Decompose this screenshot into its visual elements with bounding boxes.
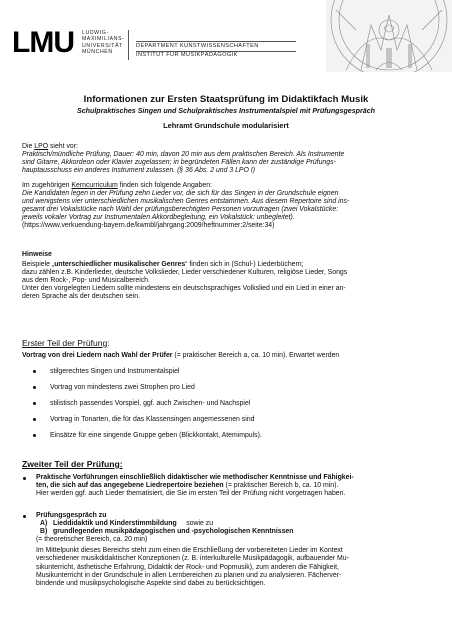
part1-intro-line xyxy=(22,352,434,360)
hinweise-line: dazu zählen z.B. Kinderlieder, deutsche Volkslieder, Lieder verschiedener Kulturen, religiöse Lieder, Songs xyxy=(22,269,348,277)
kerncurriculum-link[interactable]: Kerncurriculum xyxy=(71,182,118,189)
university-line: UNIVERSITÄT xyxy=(82,42,123,49)
bullet-dot xyxy=(33,418,36,421)
hinweise-line: Unter den vorgelegten Liedern sollte mindestens ein deutschsprachiges Volkslied und ein Lied in einer an- xyxy=(22,285,346,293)
hinweise-heading: Hinweise xyxy=(22,251,52,258)
part2-item-exam-talk xyxy=(22,512,434,588)
part2-para-line: bindende und musikpsychologische Aspekte sind dabei zu berücksichtigen. xyxy=(36,579,266,587)
bullet-dot xyxy=(33,370,36,373)
bullet-text: Vortrag von mindestens zwei Strophen pro Lied xyxy=(50,384,195,391)
bullet-text: Vortrag in Tonarten, die für das Klassensingen angemessenen sind xyxy=(50,416,255,423)
part2-rest: (= praktischer Bereich b, ca. 10 min). xyxy=(223,482,339,490)
part2-bold: ten, die sich auf das angegebene Liedrepertoire beziehen xyxy=(36,482,224,490)
part2-line: Praktische Vorführungen einschließlich didaktischer wie methodischer Kenntnisse und Fähigkei- xyxy=(36,474,354,481)
hinweise-section xyxy=(22,251,434,302)
kc-text-line: Die Kandidaten legen in der Prüfung zehn Lieder vor, die sich für das Singen in der Grundschule eignen xyxy=(22,190,339,198)
lpo-post: sieht vor: xyxy=(48,143,78,150)
kc-post: finden sich folgende Angaben: xyxy=(117,182,213,189)
part2-line: Hier werden ggf. auch Lieder thematisiert, die Sie im ersten Teil der Prüfung nicht vorgetragen haben. xyxy=(36,490,346,498)
university-line: MAXIMILIANS- xyxy=(82,36,125,43)
lpo-text-line: hauptausschuss ein anderes Instrument zulassen. (§ 36 Abs. 2 und 3 LPO I) xyxy=(22,167,256,175)
part2-para-line: Musikunterricht in der Grundschule in allen Lernbereichen zu planen und zu analysieren. Fächerver- xyxy=(36,571,342,579)
lpo-section xyxy=(22,143,434,175)
topic-a-text: Lieddidaktik und Kinderstimmbildung xyxy=(53,520,177,528)
part1-intro-rest: (= praktischer Bereich a, ca. 10 min). Erwartet werden xyxy=(172,352,340,359)
kc-url: (https://www.verkuendung-bayern.de/kwmbl/jahrgang:2009/heftnummer:2/seite:34) xyxy=(22,222,275,230)
part2-item-practical xyxy=(22,474,434,498)
bullet-text: stilgerechtes Singen und Instrumentalspiel xyxy=(50,368,180,375)
lmu-logo: LMU xyxy=(12,26,74,59)
dept-rule-top xyxy=(136,41,296,42)
lpo-pre: Die xyxy=(22,143,35,150)
department-line: DEPARTMENT KUNSTWISSENSCHAFTEN xyxy=(136,42,259,49)
lpo-link[interactable]: LPO xyxy=(34,143,49,150)
hw-bold: unterschiedlicher musikalischer Genres xyxy=(54,261,186,269)
hw-post: “ finden sich in (Schul-) Liederbüchern; xyxy=(185,261,304,269)
university-name xyxy=(82,30,124,55)
document-subtitle: Schulpraktisches Singen und Schulpraktisches Instrumentalspiel mit Prüfungsgespräch xyxy=(76,107,375,115)
exam-talk-heading: Prüfungsgespräch zu xyxy=(36,512,107,519)
bullet-dot xyxy=(33,386,36,389)
bullet-dot xyxy=(33,402,36,405)
part2-item-body xyxy=(36,474,434,498)
part2-para-line: verschiedener musikdidaktischer Konzeptionen (z. B. interkulturelle Musikpädagogik, aufbauender Mu- xyxy=(36,555,349,563)
part2-heading: Zweiter Teil der Prüfung: xyxy=(22,459,123,469)
topic-b-note: (= theoretischer Bereich, ca. 20 min) xyxy=(36,536,148,544)
kc-text-line: und wenigstens vier unterschiedlichen musikalischen Genres entstammen. Aus diesem Repertoire sind ins- xyxy=(22,198,350,206)
university-seal-image xyxy=(326,0,452,72)
bullet-text: Einsätze für eine singende Gruppe geben (Blickkontakt, Atemimpuls). xyxy=(50,432,262,439)
lpo-text-line: sind Gitarre, Akkordeon oder Klavier zugelassen; in begründeten Fällen kann der zuständige Prüfungs- xyxy=(22,159,336,167)
topic-a-label: A) xyxy=(40,520,48,528)
course-title: Lehramt Grundschule modularisiert xyxy=(163,121,289,130)
hinweise-line xyxy=(22,261,434,269)
hinweise-line: deren Sprache als der deutschen sein. xyxy=(22,293,140,301)
part1-intro-bold: Vortrag von drei Liedern nach Wahl der Prüfer xyxy=(22,352,173,359)
kerncurriculum-section xyxy=(22,182,434,231)
lpo-intro xyxy=(22,143,434,151)
part1-intro xyxy=(22,352,434,360)
bullet-dot xyxy=(23,477,26,480)
bullet-text: stilistisch passendes Vorspiel, ggf. auch Zwischen- und Nachspiel xyxy=(50,400,251,407)
header-divider xyxy=(128,30,129,60)
part2-line xyxy=(36,482,434,490)
topic-b-label: B) xyxy=(40,528,48,536)
topic-a xyxy=(36,520,434,528)
kc-text-line: jeweils vokaler Vortrag zur Instrumentalen Akkordbegleitung, ein Vokalstück: unbegleitet). xyxy=(22,214,295,222)
kc-pre: Im zugehörigen xyxy=(22,182,72,189)
hw-pre: Beispiele „ xyxy=(22,261,55,269)
part2-item-body xyxy=(36,512,434,588)
part2-para-line: Im Mittelpunkt dieses Bereichs steht zum einen die Erschließung der vorbereiteten Lieder im Kontext xyxy=(36,547,343,555)
university-line: LUDWIG- xyxy=(82,30,109,36)
department-name xyxy=(136,40,296,59)
kc-text-line: gesamt drei Vokalstücke nach Wahl der prüfungsberechtigten Personen vorzutragen (zwei Vokalstücke: xyxy=(22,206,339,214)
bullet-dot xyxy=(23,515,26,518)
topic-b xyxy=(36,528,434,536)
kerncurriculum-intro xyxy=(22,182,434,190)
hinweise-line: aus dem Rock-, Pop- und Musicalbereich. xyxy=(22,277,150,285)
lpo-text-line: Praktisch/mündliche Prüfung, Dauer: 40 min, davon 20 min aus dem praktischen Bereich. Als Instrumente xyxy=(22,151,345,159)
university-line: MÜNCHEN xyxy=(82,48,113,55)
part1-heading-colon: : xyxy=(107,338,110,348)
topic-a-rest: sowie zu xyxy=(186,520,214,528)
part1-heading-text: Erster Teil der Prüfung xyxy=(22,338,108,348)
part2-para-line: sikunterricht, ästhetische Erfahrung, Didaktik der Rock- und Popmusik), zum anderen die Fähigkeit, xyxy=(36,563,339,571)
topic-b-text: grundlegenden musikpädagogischen und -psychologischen Kenntnissen xyxy=(53,528,294,536)
document-title: Informationen zur Ersten Staatsprüfung im Didaktikfach Musik xyxy=(83,94,369,105)
bullet-dot xyxy=(33,434,36,437)
part1-heading xyxy=(22,338,110,348)
institute-line: INSTITUT FÜR MUSIKPÄDAGOGIK xyxy=(136,52,238,59)
letterhead xyxy=(0,0,452,80)
